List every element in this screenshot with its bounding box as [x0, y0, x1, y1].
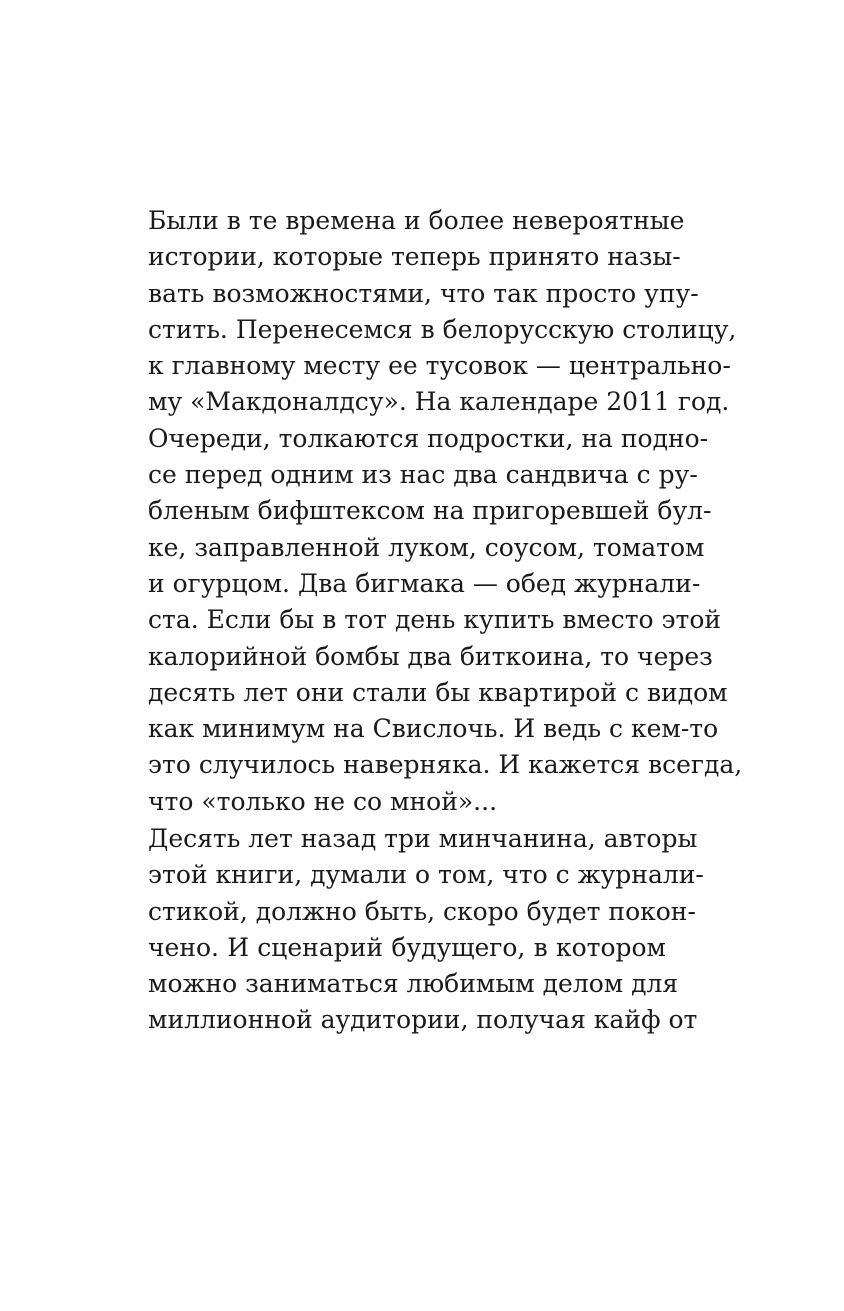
paragraph-2	[148, 821, 704, 1039]
text-line: ке, заправленной луком, соусом, томатом	[148, 532, 705, 562]
text-line: этой книги, думали о том, что с журнали-	[148, 860, 704, 890]
text-line: к главному месту ее тусовок — центрально-	[148, 351, 731, 381]
text-line: миллионной аудитории, получая кайф от	[148, 1005, 698, 1035]
text-line: стить. Перенесемся в белорусскую столицу,	[148, 314, 737, 344]
text-line: му «Макдоналдсу». На календаре 2011 год.	[148, 387, 730, 417]
text-line: се перед одним из нас два сандвича с ру-	[148, 460, 698, 490]
paragraph-1	[148, 203, 743, 820]
text-line: и огурцом. Два бигмака — обед журнали-	[148, 568, 701, 598]
text-line: истории, которые теперь принято назы-	[148, 242, 681, 272]
text-line: как минимум на Свислочь. И ведь с кем-то	[148, 714, 719, 744]
text-line: Очереди, толкаются подростки, на подно-	[148, 423, 709, 453]
text-line: Десять лет назад три минчанина, авторы	[148, 824, 698, 853]
text-line: что «только не со мной»...	[148, 786, 498, 816]
text-line: это случилось наверняка. И кажется всегда,	[148, 750, 743, 780]
text-line: вать возможностями, что так просто упу-	[148, 278, 699, 308]
text-line: стикой, должно быть, скоро будет покон-	[148, 896, 696, 926]
text-line: Были в те времена и более невероятные	[148, 206, 685, 235]
text-line: чено. И сценарий будущего, в котором	[148, 932, 666, 962]
text-line: бленым бифштексом на пригоревшей бул-	[148, 496, 712, 526]
text-line: можно заниматься любимым делом для	[148, 969, 679, 999]
text-line: калорийной бомбы два биткоина, то через	[148, 641, 713, 671]
text-line: ста. Если бы в тот день купить вместо этой	[148, 605, 722, 635]
text-line: десять лет они стали бы квартирой с видом	[148, 677, 728, 707]
